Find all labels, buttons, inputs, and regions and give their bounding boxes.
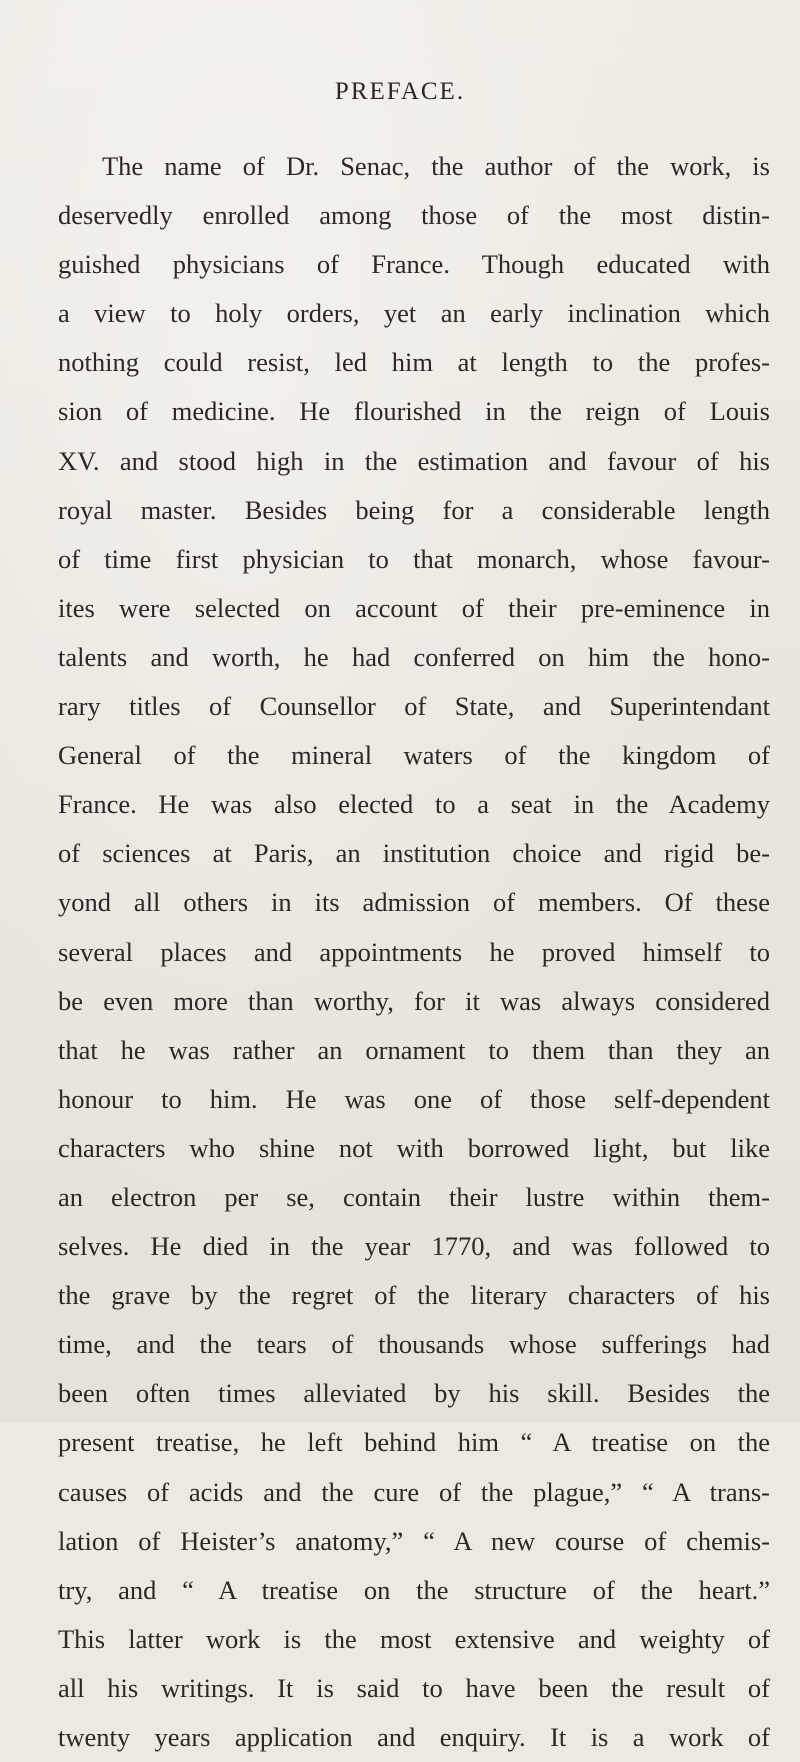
text-line: time, and the tears of thousands whose sufferings had [58, 1329, 770, 1360]
text-line: sion of medicine. He flourished in the reign of Louis [58, 396, 770, 427]
text-line: try, and “ A treatise on the structure of the heart.” [58, 1574, 770, 1605]
text-line: The name of Dr. Senac, the author of the work, is [102, 151, 770, 181]
text-line: that he was rather an ornament to them than they an [58, 1034, 770, 1065]
text-line: the grave by the regret of the literary characters of his [58, 1280, 770, 1311]
text-line: several places and appointments he proved himself to [58, 936, 770, 967]
text-line: ites were selected on account of their pre-eminence in [58, 592, 770, 623]
text-line: twenty years application and enquiry. It is a work of [58, 1722, 770, 1752]
text-line: selves. He died in the year 1770, and was followed to [58, 1231, 770, 1262]
text-line: This latter work is the most extensive and weighty of [58, 1623, 770, 1654]
text-line: be even more than worthy, for it was always considered [58, 985, 770, 1016]
text-line: royal master. Besides being for a considerable length [58, 494, 770, 525]
page-heading: PREFACE. [334, 78, 466, 105]
text-line: an electron per se, contain their lustre within them- [58, 1181, 770, 1212]
text-line: causes of acids and the cure of the plague,” “ A trans- [58, 1476, 770, 1507]
text-line: deservedly enrolled among those of the most distin- [58, 200, 770, 231]
text-line: yond all others in its admission of members. Of these [58, 887, 770, 918]
text-line: present treatise, he left behind him “ A treatise on the [58, 1427, 770, 1458]
text-line: all his writings. It is said to have been the result of [58, 1672, 770, 1703]
text-line: been often times alleviated by his skill. Besides the [58, 1378, 770, 1409]
text-line: nothing could resist, led him at length to the profes- [58, 347, 770, 378]
text-line: honour to him. He was one of those self-dependent [58, 1083, 770, 1114]
text-line: XV. and stood high in the estimation and favour of his [58, 445, 770, 476]
text-line: rary titles of Counsellor of State, and Superintendant [58, 691, 770, 722]
text-line: General of the mineral waters of the kingdom of [58, 740, 770, 771]
text-line: guished physicians of France. Though educated with [58, 249, 770, 280]
text-line: lation of Heister’s anatomy,” “ A new course of chemis- [58, 1525, 770, 1556]
text-line: a view to holy orders, yet an early inclination which [58, 298, 770, 329]
preface-body [58, 142, 770, 1762]
text-line: of time first physician to that monarch, whose favour- [58, 543, 770, 574]
text-line: characters who shine not with borrowed light, but like [58, 1132, 770, 1163]
text-line: France. He was also elected to a seat in the Academy [58, 789, 770, 820]
text-line: talents and worth, he had conferred on him the hono- [58, 641, 770, 672]
text-line: of sciences at Paris, an institution choice and rigid be- [58, 838, 770, 869]
